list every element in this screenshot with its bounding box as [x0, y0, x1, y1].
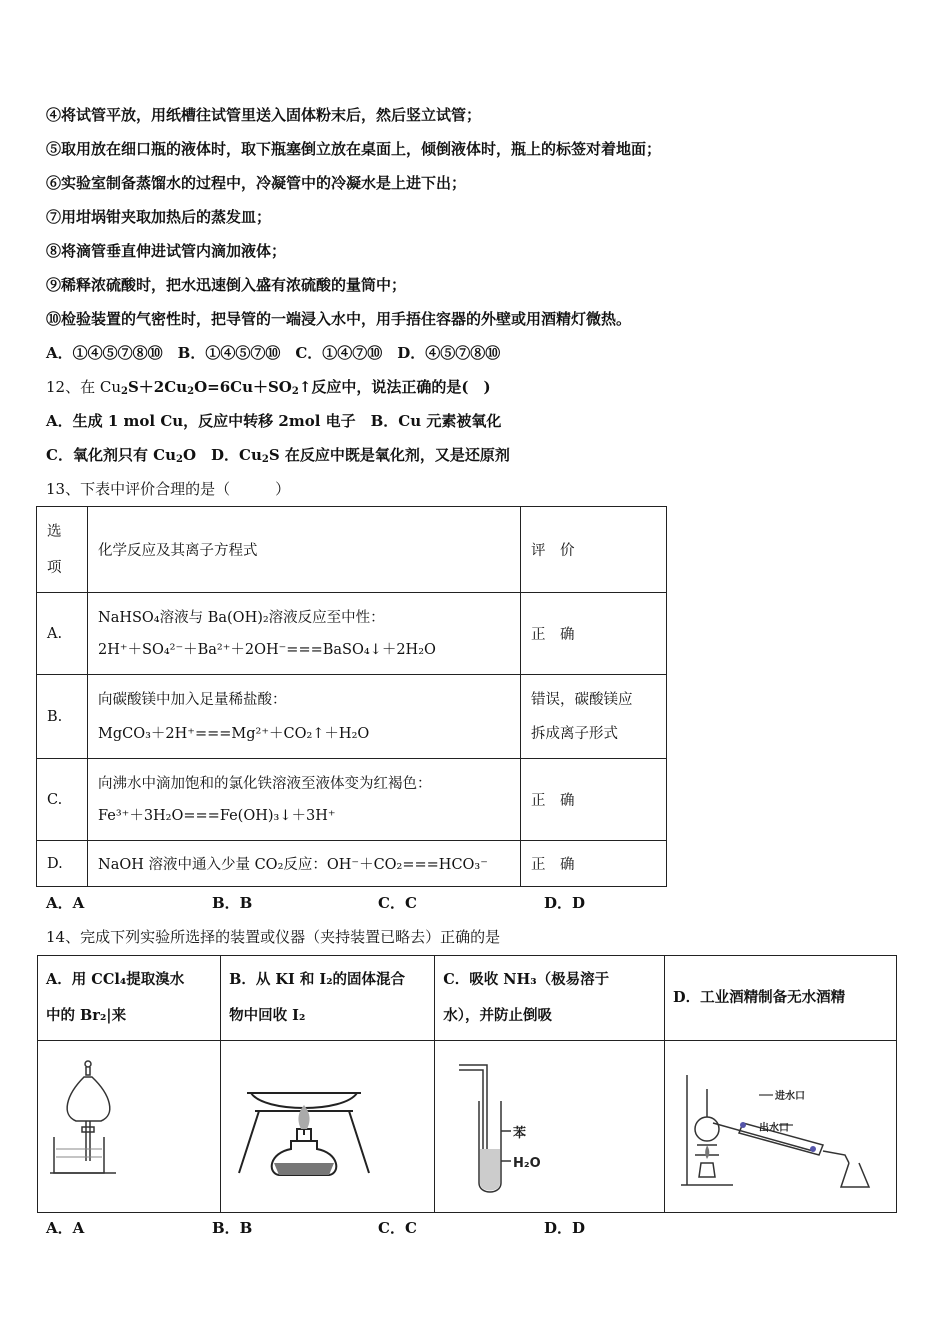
q13-table: [36, 506, 667, 887]
gas-absorption-figure: [443, 1045, 633, 1205]
table-row: [37, 759, 667, 841]
figure-d-cell: [665, 1041, 897, 1213]
q12-options-ab: A．生成 1 mol Cu，反应中转移 2mol 电子 B．Cu 元素被氧化: [46, 412, 502, 430]
figure-c-cell: [435, 1041, 665, 1213]
q13-answer-b: B．B: [212, 894, 253, 912]
fig-label-water: H₂O: [513, 1155, 541, 1171]
distillation-apparatus-figure: [673, 1045, 888, 1205]
cell-option-b: B．从 KI 和 I₂的固体混合 物中回收 I₂: [221, 956, 435, 1041]
cell-option-c: C．吸收 NH₃（极易溶于 水），并防止倒吸: [435, 956, 665, 1041]
cell-option-d: D．工业酒精制备无水酒精: [665, 956, 897, 1041]
table-row: [37, 593, 667, 675]
figure-a-cell: [38, 1041, 221, 1213]
row-reaction: NaHSO₄溶液与 Ba(OH)₂溶液反应至中性： 2H⁺＋SO₄²⁻＋Ba²⁺＋2OH⁻===BaSO₄↓＋2H₂O: [88, 593, 521, 675]
q11-item-4: ④将试管平放，用纸槽往试管里送入固体粉末后，然后竖立试管；: [46, 106, 482, 124]
q11-item-9: ⑨稀释浓硫酸时，把水迅速倒入盛有浓硫酸的量筒中；: [46, 276, 407, 294]
q11-item-7: ⑦用坩埚钳夹取加热后的蒸发皿；: [46, 208, 272, 226]
row-reaction: NaOH 溶液中通入少量 CO₂反应：OH⁻＋CO₂===HCO₃⁻: [88, 841, 521, 887]
row-option: B.: [37, 675, 88, 759]
row-evaluation: 正 确: [521, 841, 667, 887]
q13-answer-c: C．C: [378, 894, 417, 912]
table-row: [38, 956, 897, 1041]
q14-answer-a: A．A: [46, 1219, 85, 1237]
row-option: D.: [37, 841, 88, 887]
header-reaction: 化学反应及其离子方程式: [88, 507, 521, 593]
q14-answer-c: C．C: [378, 1219, 417, 1237]
q13-answer-d: D．D: [544, 894, 586, 912]
q11-item-6: ⑥实验室制备蒸馏水的过程中，冷凝管中的冷凝水是上进下出；: [46, 174, 467, 192]
row-evaluation: 错误，碳酸镁应 拆成离子形式: [521, 675, 667, 759]
row-reaction: 向碳酸镁中加入足量稀盐酸： MgCO₃＋2H⁺===Mg²⁺＋CO₂↑＋H₂O: [88, 675, 521, 759]
row-evaluation: 正 确: [521, 759, 667, 841]
q14-stem: 14、完成下列实验所选择的装置或仪器（夹持装置已略去）正确的是: [46, 928, 501, 946]
q12-stem: 12、在 $Cu_2S+2Cu_2O=6Cu+SO_2↑$反应中，说法正确的是( ): [46, 378, 491, 397]
table-header-row: [37, 507, 667, 593]
q11-options: A．①④⑤⑦⑧⑩ B．①④⑤⑦⑩ C．①④⑦⑩ D．④⑤⑦⑧⑩: [46, 344, 501, 362]
figure-b-cell: [221, 1041, 435, 1213]
header-evaluation: 评 价: [521, 507, 667, 593]
q14-answer-d: D．D: [544, 1219, 586, 1237]
q11-item-8: ⑧将滴管垂直伸进试管内滴加液体；: [46, 242, 287, 260]
header-option: 选 项: [37, 507, 88, 593]
q11-item-10: ⑩检验装置的气密性时，把导管的一端浸入水中，用手捂住容器的外壁或用酒精灯微热。: [46, 310, 632, 328]
table-row: [38, 1041, 897, 1213]
fig-label-benzene: 苯: [513, 1125, 527, 1141]
q14-answer-b: B．B: [212, 1219, 253, 1237]
table-row: [37, 841, 667, 887]
cell-option-a: A．用 CCl₄提取溴水 中的 Br₂|来: [38, 956, 221, 1041]
separatory-funnel-figure: [46, 1045, 196, 1205]
row-option: C.: [37, 759, 88, 841]
row-evaluation: 正 确: [521, 593, 667, 675]
row-reaction: 向沸水中滴加饱和的氯化铁溶液至液体变为红褐色： Fe³⁺＋3H₂O===Fe(OH)₃↓＋3H⁺: [88, 759, 521, 841]
row-option: A.: [37, 593, 88, 675]
fig-label-water-out: 出水口: [759, 1122, 789, 1134]
q13-answer-a: A．A: [46, 894, 85, 912]
q11-item-5: ⑤取用放在细口瓶的液体时，取下瓶塞倒立放在桌面上，倾倒液体时，瓶上的标签对着地面；: [46, 140, 662, 158]
q13-stem: 13、下表中评价合理的是（ ）: [46, 480, 291, 498]
q12-options-cd: C．氧化剂只有 $Cu_2O$ D．$Cu_2S$ 在反应中既是氧化剂，又是还原剂: [46, 446, 510, 465]
fig-label-water-in: 进水口: [775, 1090, 805, 1102]
sublimation-apparatus-figure: [229, 1045, 409, 1205]
table-row: [37, 675, 667, 759]
q14-table: [37, 955, 897, 1213]
